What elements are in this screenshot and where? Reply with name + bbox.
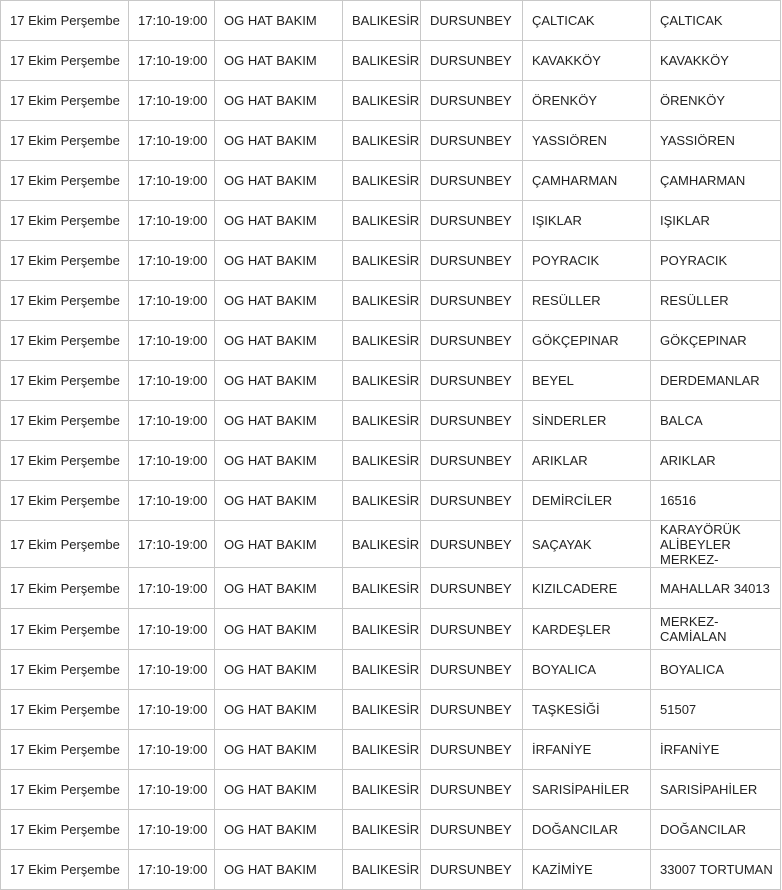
district-cell: DURSUNBEY <box>421 241 523 281</box>
work-type-cell: OG HAT BAKIM <box>215 81 343 121</box>
province-cell: BALIKESİR <box>343 161 421 201</box>
work-type-cell: OG HAT BAKIM <box>215 321 343 361</box>
district-cell: DURSUNBEY <box>421 441 523 481</box>
date-cell: 17 Ekim Perşembe <box>1 321 129 361</box>
work-type-cell: OG HAT BAKIM <box>215 609 343 650</box>
table-row <box>1 201 781 241</box>
neighborhood-cell: 33007 TORTUMAN <box>651 850 781 890</box>
date-cell: 17 Ekim Perşembe <box>1 850 129 890</box>
time-cell: 17:10-19:00 <box>129 770 215 810</box>
district-cell: DURSUNBEY <box>421 770 523 810</box>
district-cell: DURSUNBEY <box>421 609 523 650</box>
table-row <box>1 568 781 609</box>
village-cell: DEMİRCİLER <box>523 481 651 521</box>
work-type-cell: OG HAT BAKIM <box>215 521 343 568</box>
work-type-cell: OG HAT BAKIM <box>215 810 343 850</box>
date-cell: 17 Ekim Perşembe <box>1 810 129 850</box>
date-cell: 17 Ekim Perşembe <box>1 609 129 650</box>
district-cell: DURSUNBEY <box>421 650 523 690</box>
province-cell: BALIKESİR <box>343 361 421 401</box>
date-cell: 17 Ekim Perşembe <box>1 121 129 161</box>
province-cell: BALIKESİR <box>343 1 421 41</box>
table-row <box>1 521 781 568</box>
village-cell: DOĞANCILAR <box>523 810 651 850</box>
table-row <box>1 81 781 121</box>
time-cell: 17:10-19:00 <box>129 650 215 690</box>
table-row <box>1 161 781 201</box>
neighborhood-cell: YASSIÖREN <box>651 121 781 161</box>
table-row <box>1 281 781 321</box>
time-cell: 17:10-19:00 <box>129 201 215 241</box>
village-cell: BOYALICA <box>523 650 651 690</box>
table-row <box>1 321 781 361</box>
work-type-cell: OG HAT BAKIM <box>215 361 343 401</box>
table-row <box>1 810 781 850</box>
village-cell: POYRACIK <box>523 241 651 281</box>
time-cell: 17:10-19:00 <box>129 241 215 281</box>
province-cell: BALIKESİR <box>343 770 421 810</box>
work-type-cell: OG HAT BAKIM <box>215 241 343 281</box>
village-cell: İRFANİYE <box>523 730 651 770</box>
province-cell: BALIKESİR <box>343 441 421 481</box>
neighborhood-cell: ÖRENKÖY <box>651 81 781 121</box>
work-type-cell: OG HAT BAKIM <box>215 281 343 321</box>
province-cell: BALIKESİR <box>343 241 421 281</box>
date-cell: 17 Ekim Perşembe <box>1 401 129 441</box>
neighborhood-cell: İRFANİYE <box>651 730 781 770</box>
village-cell: ÖRENKÖY <box>523 81 651 121</box>
province-cell: BALIKESİR <box>343 810 421 850</box>
district-cell: DURSUNBEY <box>421 161 523 201</box>
village-cell: KARDEŞLER <box>523 609 651 650</box>
district-cell: DURSUNBEY <box>421 481 523 521</box>
village-cell: ÇAMHARMAN <box>523 161 651 201</box>
neighborhood-cell: MERKEZ-CAMİALAN <box>651 609 781 650</box>
time-cell: 17:10-19:00 <box>129 521 215 568</box>
date-cell: 17 Ekim Perşembe <box>1 568 129 609</box>
neighborhood-cell: 16516 <box>651 481 781 521</box>
district-cell: DURSUNBEY <box>421 361 523 401</box>
province-cell: BALIKESİR <box>343 41 421 81</box>
table-body <box>1 1 781 890</box>
time-cell: 17:10-19:00 <box>129 568 215 609</box>
neighborhood-cell: GÖKÇEPINAR <box>651 321 781 361</box>
work-type-cell: OG HAT BAKIM <box>215 121 343 161</box>
neighborhood-cell: BOYALICA <box>651 650 781 690</box>
neighborhood-cell: POYRACIK <box>651 241 781 281</box>
table-row <box>1 241 781 281</box>
village-cell: SAÇAYAK <box>523 521 651 568</box>
date-cell: 17 Ekim Perşembe <box>1 650 129 690</box>
neighborhood-cell: ARIKLAR <box>651 441 781 481</box>
neighborhood-cell: KAVAKKÖY <box>651 41 781 81</box>
work-type-cell: OG HAT BAKIM <box>215 401 343 441</box>
province-cell: BALIKESİR <box>343 281 421 321</box>
date-cell: 17 Ekim Perşembe <box>1 361 129 401</box>
date-cell: 17 Ekim Perşembe <box>1 730 129 770</box>
table-row <box>1 121 781 161</box>
date-cell: 17 Ekim Perşembe <box>1 281 129 321</box>
neighborhood-cell: KARAYÖRÜK ALİBEYLER MERKEZ- <box>651 521 781 568</box>
province-cell: BALIKESİR <box>343 521 421 568</box>
district-cell: DURSUNBEY <box>421 121 523 161</box>
time-cell: 17:10-19:00 <box>129 361 215 401</box>
district-cell: DURSUNBEY <box>421 810 523 850</box>
province-cell: BALIKESİR <box>343 481 421 521</box>
province-cell: BALIKESİR <box>343 568 421 609</box>
neighborhood-cell: ÇALTICAK <box>651 1 781 41</box>
province-cell: BALIKESİR <box>343 730 421 770</box>
date-cell: 17 Ekim Perşembe <box>1 1 129 41</box>
date-cell: 17 Ekim Perşembe <box>1 81 129 121</box>
table-row <box>1 441 781 481</box>
province-cell: BALIKESİR <box>343 850 421 890</box>
province-cell: BALIKESİR <box>343 81 421 121</box>
date-cell: 17 Ekim Perşembe <box>1 161 129 201</box>
village-cell: TAŞKESİĞİ <box>523 690 651 730</box>
table-row <box>1 361 781 401</box>
district-cell: DURSUNBEY <box>421 201 523 241</box>
time-cell: 17:10-19:00 <box>129 161 215 201</box>
neighborhood-cell: IŞIKLAR <box>651 201 781 241</box>
district-cell: DURSUNBEY <box>421 81 523 121</box>
time-cell: 17:10-19:00 <box>129 481 215 521</box>
district-cell: DURSUNBEY <box>421 690 523 730</box>
table-row <box>1 690 781 730</box>
neighborhood-cell: DOĞANCILAR <box>651 810 781 850</box>
district-cell: DURSUNBEY <box>421 730 523 770</box>
neighborhood-cell: 51507 <box>651 690 781 730</box>
district-cell: DURSUNBEY <box>421 321 523 361</box>
date-cell: 17 Ekim Perşembe <box>1 481 129 521</box>
table-row <box>1 850 781 890</box>
province-cell: BALIKESİR <box>343 121 421 161</box>
date-cell: 17 Ekim Perşembe <box>1 441 129 481</box>
district-cell: DURSUNBEY <box>421 41 523 81</box>
time-cell: 17:10-19:00 <box>129 81 215 121</box>
district-cell: DURSUNBEY <box>421 401 523 441</box>
village-cell: ÇALTICAK <box>523 1 651 41</box>
table-row <box>1 401 781 441</box>
neighborhood-cell: DERDEMANLAR <box>651 361 781 401</box>
district-cell: DURSUNBEY <box>421 568 523 609</box>
time-cell: 17:10-19:00 <box>129 281 215 321</box>
work-type-cell: OG HAT BAKIM <box>215 730 343 770</box>
date-cell: 17 Ekim Perşembe <box>1 241 129 281</box>
time-cell: 17:10-19:00 <box>129 321 215 361</box>
work-type-cell: OG HAT BAKIM <box>215 568 343 609</box>
village-cell: BEYEL <box>523 361 651 401</box>
date-cell: 17 Ekim Perşembe <box>1 521 129 568</box>
table-row <box>1 770 781 810</box>
province-cell: BALIKESİR <box>343 690 421 730</box>
date-cell: 17 Ekim Perşembe <box>1 41 129 81</box>
province-cell: BALIKESİR <box>343 321 421 361</box>
work-type-cell: OG HAT BAKIM <box>215 161 343 201</box>
village-cell: GÖKÇEPINAR <box>523 321 651 361</box>
work-type-cell: OG HAT BAKIM <box>215 201 343 241</box>
province-cell: BALIKESİR <box>343 609 421 650</box>
work-type-cell: OG HAT BAKIM <box>215 441 343 481</box>
date-cell: 17 Ekim Perşembe <box>1 690 129 730</box>
village-cell: IŞIKLAR <box>523 201 651 241</box>
work-type-cell: OG HAT BAKIM <box>215 41 343 81</box>
time-cell: 17:10-19:00 <box>129 609 215 650</box>
work-type-cell: OG HAT BAKIM <box>215 481 343 521</box>
time-cell: 17:10-19:00 <box>129 730 215 770</box>
district-cell: DURSUNBEY <box>421 850 523 890</box>
work-type-cell: OG HAT BAKIM <box>215 650 343 690</box>
table-row <box>1 609 781 650</box>
village-cell: SARISİPAHİLER <box>523 770 651 810</box>
time-cell: 17:10-19:00 <box>129 401 215 441</box>
neighborhood-cell: RESÜLLER <box>651 281 781 321</box>
province-cell: BALIKESİR <box>343 201 421 241</box>
neighborhood-cell: MAHALLAR 34013 <box>651 568 781 609</box>
time-cell: 17:10-19:00 <box>129 690 215 730</box>
village-cell: SİNDERLER <box>523 401 651 441</box>
district-cell: DURSUNBEY <box>421 521 523 568</box>
work-type-cell: OG HAT BAKIM <box>215 770 343 810</box>
village-cell: YASSIÖREN <box>523 121 651 161</box>
province-cell: BALIKESİR <box>343 401 421 441</box>
province-cell: BALIKESİR <box>343 650 421 690</box>
neighborhood-cell: SARISİPAHİLER <box>651 770 781 810</box>
time-cell: 17:10-19:00 <box>129 1 215 41</box>
work-type-cell: OG HAT BAKIM <box>215 690 343 730</box>
time-cell: 17:10-19:00 <box>129 121 215 161</box>
district-cell: DURSUNBEY <box>421 1 523 41</box>
time-cell: 17:10-19:00 <box>129 441 215 481</box>
village-cell: KAVAKKÖY <box>523 41 651 81</box>
time-cell: 17:10-19:00 <box>129 850 215 890</box>
time-cell: 17:10-19:00 <box>129 810 215 850</box>
neighborhood-cell: BALCA <box>651 401 781 441</box>
table-row <box>1 481 781 521</box>
work-type-cell: OG HAT BAKIM <box>215 1 343 41</box>
village-cell: RESÜLLER <box>523 281 651 321</box>
date-cell: 17 Ekim Perşembe <box>1 770 129 810</box>
date-cell: 17 Ekim Perşembe <box>1 201 129 241</box>
table-row <box>1 41 781 81</box>
village-cell: KIZILCADERE <box>523 568 651 609</box>
work-type-cell: OG HAT BAKIM <box>215 850 343 890</box>
table-row <box>1 730 781 770</box>
district-cell: DURSUNBEY <box>421 281 523 321</box>
time-cell: 17:10-19:00 <box>129 41 215 81</box>
table-row <box>1 1 781 41</box>
village-cell: ARIKLAR <box>523 441 651 481</box>
neighborhood-cell: ÇAMHARMAN <box>651 161 781 201</box>
village-cell: KAZİMİYE <box>523 850 651 890</box>
table-row <box>1 650 781 690</box>
